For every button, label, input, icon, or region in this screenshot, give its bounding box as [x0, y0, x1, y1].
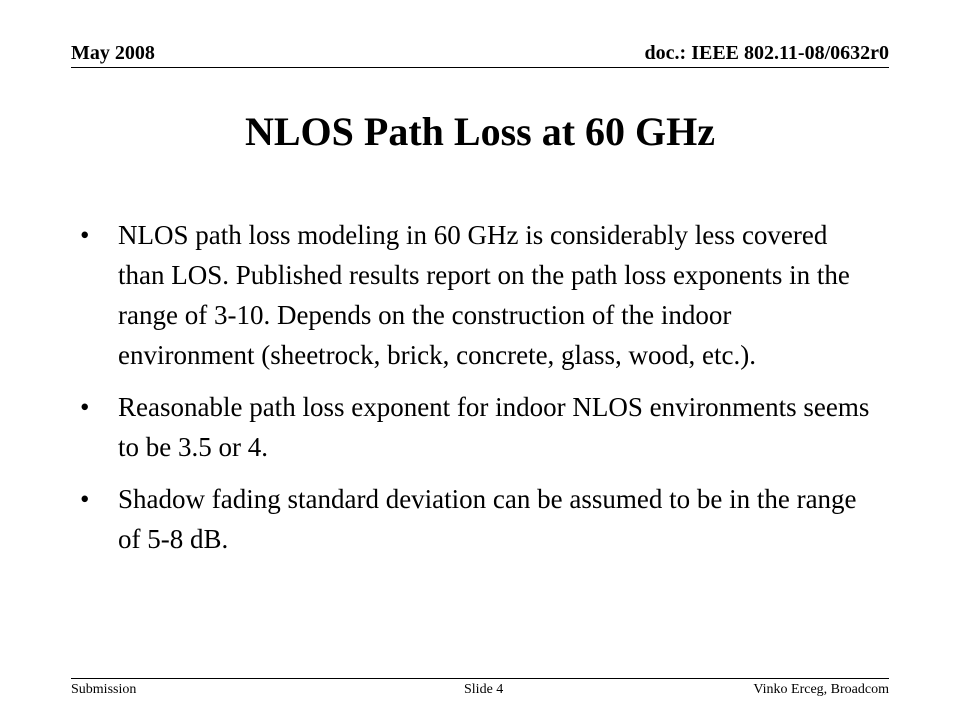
footer-slide-number: Slide 4 [464, 682, 504, 697]
bullet-item-2 [80, 387, 870, 467]
header-date: May 2008 [71, 42, 155, 64]
bullet-item-3 [80, 479, 870, 559]
bullet-marker: • [80, 484, 90, 514]
bullet-list [80, 215, 870, 571]
bullet-text-1: NLOS path loss modeling in 60 GHz is considerably less covered than LOS. Published results report on the path loss exponents in the range of 3-10. Depends on the construction of the indoor environment (sheetrock, brick, concrete, glass, wood, etc.). [118, 220, 850, 370]
footer-divider [71, 678, 889, 679]
bullet-text-2: Reasonable path loss exponent for indoor NLOS environments seems to be 3.5 or 4. [118, 392, 870, 462]
slide-title: NLOS Path Loss at 60 GHz [244, 109, 716, 154]
bullet-item-1 [80, 215, 870, 375]
footer-submission: Submission [71, 682, 137, 697]
bullet-text-3: Shadow fading standard deviation can be assumed to be in the range of 5-8 dB. [118, 484, 857, 554]
bullet-marker: • [80, 220, 90, 250]
header-doc-id: doc.: IEEE 802.11-08/0632r0 [644, 42, 889, 64]
bullet-marker: • [80, 392, 90, 422]
header-divider [71, 67, 889, 68]
footer-author: Vinko Erceg, Broadcom [753, 682, 889, 697]
